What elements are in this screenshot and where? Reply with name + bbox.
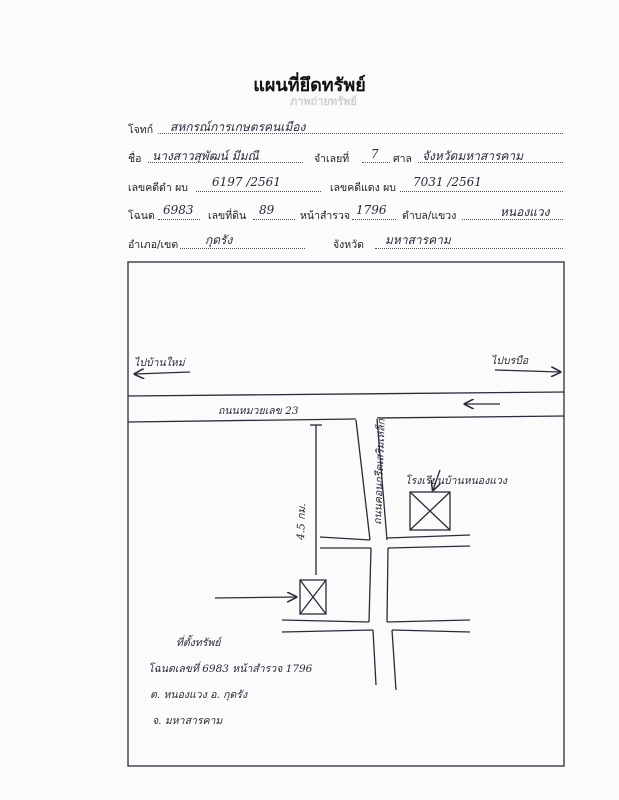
subdistrict-value: หนองแวง [500, 205, 550, 219]
deed-value: 6983 [163, 203, 194, 217]
name-label: ชื่อ [128, 153, 142, 165]
court-label: ศาล [393, 153, 412, 165]
name-value: นางสาวสุพัฒน์ มีมณี [152, 149, 259, 163]
survey-label: หน้าสำรวจ [300, 210, 350, 222]
main-road-bottom-right-edge [377, 416, 564, 418]
branch-lower-left-bottom [282, 630, 373, 632]
branch-upper-right-bottom [388, 546, 470, 548]
school-label: โรงเรียนบ้านหนองแวง [405, 475, 508, 487]
red-case-value: 7031 /2561 [413, 175, 482, 189]
side-road-lower-left-edge [369, 548, 371, 622]
property-location-line: ต. หนองแวง อ. กุดรัง [150, 689, 248, 701]
court-value: จังหวัดมหาสารคาม [422, 149, 524, 163]
branch-upper-left-top [320, 537, 370, 540]
property-pointer-arrow [215, 597, 296, 598]
distance-label: 4.5 กม. [295, 503, 309, 541]
to-left-label: ไปบ้านใหม่ [134, 357, 185, 369]
defendant-value: 7 [371, 147, 379, 161]
province-value: มหาสารคาม [385, 233, 451, 247]
left-direction-arrow [135, 372, 190, 374]
land-no-label: เลขที่ดิน [208, 210, 247, 222]
road-name-label: ถนนหมวยเลข 23 [218, 405, 299, 417]
province-label: จังหวัด [333, 239, 364, 251]
survey-value: 1796 [356, 203, 387, 217]
property-label: ที่ตั้งทรัพย์ [176, 637, 221, 649]
land-no-value: 89 [259, 203, 275, 217]
to-right-label: ไปบรบือ [491, 355, 529, 367]
side-road-left-edge [356, 420, 370, 540]
side-road-lower-right-edge [387, 548, 388, 622]
side-road-label: ถนนคอนกรีตเสริมเหล็ก [372, 418, 388, 526]
district-value: กุดรัง [205, 233, 233, 247]
black-case-value: 6197 /2561 [212, 175, 281, 189]
property-province-line: จ. มหาสารคาม [152, 715, 223, 727]
black-case-label: เลขคดีดำ ผบ [128, 182, 188, 194]
branch-upper-right-top [387, 535, 470, 538]
side-road-bottom-right-edge [392, 630, 396, 690]
district-label: อำเภอ/เขต [128, 239, 179, 251]
plaintiff-value: สหกรณ์การเกษตรคนเมือง [170, 120, 306, 134]
branch-lower-right-bottom [392, 630, 470, 632]
branch-lower-right-top [387, 620, 470, 622]
defendant-label: จำเลยที่ [314, 153, 350, 165]
property-deed-line: โฉนดเลขที่ 6983 หน้าสำรวจ 1796 [148, 663, 313, 675]
branch-lower-left-top [282, 620, 369, 622]
property-cross [300, 580, 326, 614]
main-road-top-edge [128, 392, 564, 396]
red-case-label: เลขคดีแดง ผบ [330, 182, 396, 194]
school-cross [410, 492, 450, 530]
main-road-bottom-left-edge [128, 419, 356, 422]
faded-heading: ภาพถ่ายทรัพย์ [290, 95, 357, 108]
subdistrict-label: ตำบล/แขวง [402, 210, 457, 222]
plaintiff-label: โจทก์ [128, 124, 154, 136]
right-direction-arrow [495, 370, 560, 372]
deed-label: โฉนด [128, 210, 155, 222]
page-title: แผนที่ยึดทรัพย์ [253, 75, 366, 96]
side-road-bottom-left-edge [373, 630, 376, 685]
